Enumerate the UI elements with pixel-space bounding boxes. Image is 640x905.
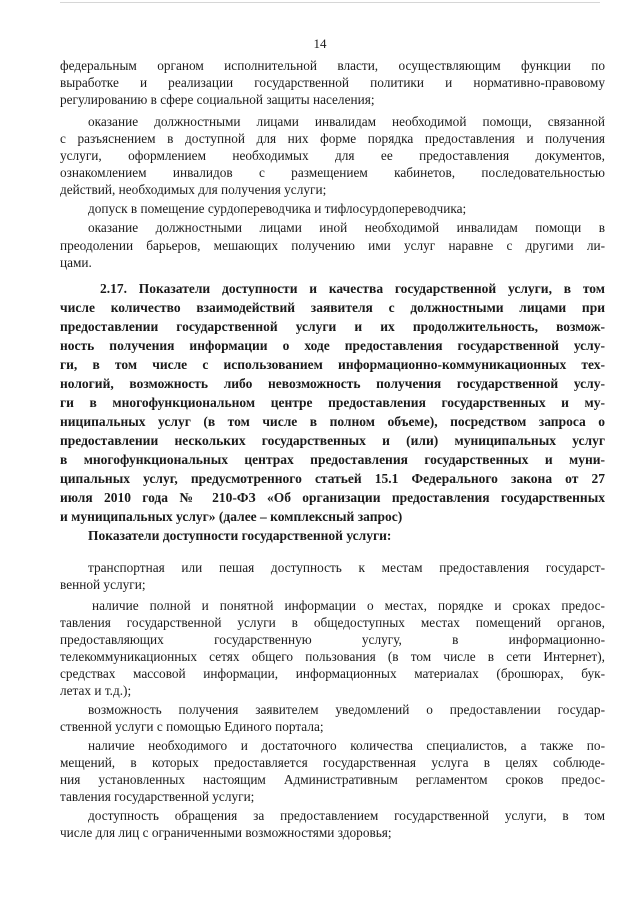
text-line: средствах массовой информации, информационных материалах (брошюрах, бук- — [60, 666, 605, 681]
text-line: летах и т.д.); — [60, 683, 132, 698]
text-line: допуск в помещение сурдопереводчика и тифлосурдопереводчика; — [88, 201, 467, 216]
top-edge-line — [60, 2, 600, 3]
text-line: венной услуги; — [60, 577, 146, 592]
text-line: цами. — [60, 255, 92, 270]
text-line: преодолении барьеров, мешающих получению ими услуг наравне с другими ли- — [60, 238, 605, 253]
bold-line: июля 2010 года № 210-ФЗ «Об организации предоставления государственных — [60, 490, 605, 505]
text-line: транспортная или пешая доступность к местам предоставления государст- — [88, 560, 605, 575]
subheading: Показатели доступности государственной услуги: — [88, 528, 392, 543]
text-line: ознакомлением инвалидов с размещением кабинетов, последовательностью — [60, 165, 605, 180]
bold-line: числе количество взаимодействий заявителя с должностными лицами при — [60, 300, 605, 315]
text-line: наличие необходимого и достаточного количества специалистов, а также по- — [88, 738, 605, 753]
bold-line: ность получения информации о ходе предоставления государственной услу- — [60, 338, 605, 353]
text-line: оказание должностными лицами инвалидам необходимой помощи, связанной — [88, 114, 605, 129]
text-line: регулированию в сфере социальной защиты населения; — [60, 92, 375, 107]
text-line: оказание должностными лицами иной необходимой инвалидам помощи в — [88, 220, 605, 235]
text-line: наличие полной и понятной информации о местах, порядке и сроках предос- — [92, 598, 605, 613]
text-line: тавления государственной услуги; — [60, 789, 255, 804]
bold-line: 2.17. Показатели доступности и качества государственной услуги, в том — [100, 281, 605, 296]
bold-line: в многофункциональных центрах предоставления государственных и муни- — [60, 452, 605, 467]
text-line: числе для лиц с ограниченными возможностями здоровья; — [60, 825, 392, 840]
text-line: выработке и реализации государственной политики и нормативно-правовому — [60, 75, 605, 90]
text-line: ственной услуги с помощью Единого портала; — [60, 719, 324, 734]
text-line: с разъяснением в доступной для них форме порядка предоставления и получения — [60, 131, 605, 146]
bold-line: ги, в том числе с использованием информационно-коммуникационных тех- — [60, 357, 605, 372]
bold-line: ги в многофункциональном центре предоставления государственных и му- — [60, 395, 605, 410]
text-line: федеральным органом исполнительной власти, осуществляющим функции по — [60, 58, 605, 73]
text-line: предоставляющих государственную услугу, в информационно- — [60, 632, 605, 647]
bold-line: нологий, возможность либо невозможность получения государственной услу- — [60, 376, 605, 391]
text-line: доступность обращения за предоставлением государственной услуги, в том — [88, 808, 605, 823]
bold-line: предоставлении государственной услуги и их продолжительность, возмож- — [60, 319, 605, 334]
bold-line: предоставлении нескольких государственных и (или) муниципальных услуг — [60, 433, 605, 448]
bold-line: и муниципальных услуг» (далее – комплексный запрос) — [60, 509, 403, 524]
text-line: услуги, оформлением необходимых для ее предоставления документов, — [60, 148, 605, 163]
page-number: 14 — [313, 36, 327, 51]
text-line: возможность получения заявителем уведомлений о предоставлении государ- — [88, 702, 605, 717]
text-line: мещений, в которых предоставляется государственная услуга в целях соблюде- — [60, 755, 605, 770]
text-line: действий, необходимых для получения услуги; — [60, 182, 327, 197]
bold-line: ципальных услуг, предусмотренного статьей 15.1 Федерального закона от 27 — [60, 471, 605, 486]
bold-line: ниципальных услуг (в том числе в полном объеме), посредством запроса о — [60, 414, 605, 429]
text-line: ния установленных настоящим Административным регламентом сроков предос- — [60, 772, 605, 787]
text-line: тавления государственной услуги в общедоступных местах помещений органов, — [60, 615, 605, 630]
text-line: телекоммуникационных сетях общего пользования (в том числе в сети Интернет), — [60, 649, 605, 664]
